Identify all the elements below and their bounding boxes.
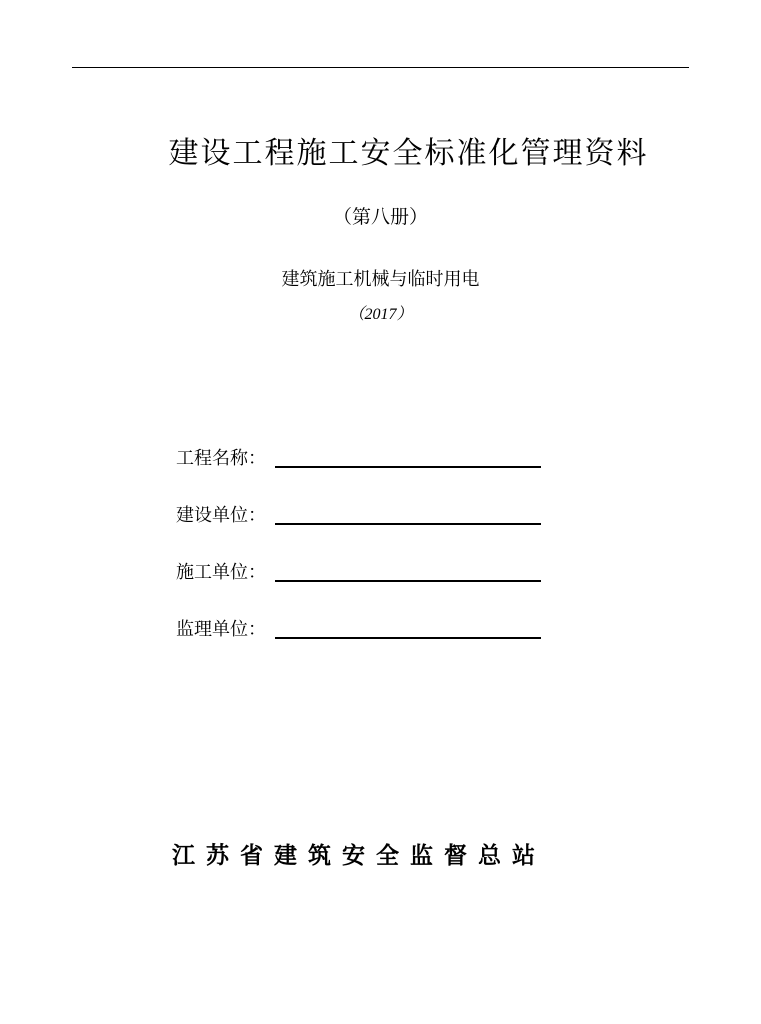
field-label-construction-owner: 建设单位： <box>176 505 266 526</box>
document-title: 建设工程施工安全标准化管理资料 <box>168 136 649 171</box>
field-label-supervisor: 监理单位： <box>176 619 266 640</box>
document-year: （2017） <box>348 306 413 323</box>
field-project-name <box>176 444 541 470</box>
field-label-contractor: 施工单位： <box>176 562 266 583</box>
issuing-organization: 江苏省建筑安全监督总站 <box>172 842 546 869</box>
field-construction-owner <box>176 501 541 527</box>
field-label-project-name: 工程名称： <box>176 448 266 469</box>
header-rule <box>72 67 689 68</box>
document-subtitle: 建筑施工机械与临时用电 <box>281 269 480 290</box>
volume-label: （第八册） <box>332 206 428 228</box>
project-name-blank[interactable] <box>275 466 541 468</box>
field-supervisor <box>176 615 541 641</box>
contractor-blank[interactable] <box>275 580 541 582</box>
construction-owner-blank[interactable] <box>275 523 541 525</box>
supervisor-blank[interactable] <box>275 637 541 639</box>
field-contractor <box>176 558 541 584</box>
